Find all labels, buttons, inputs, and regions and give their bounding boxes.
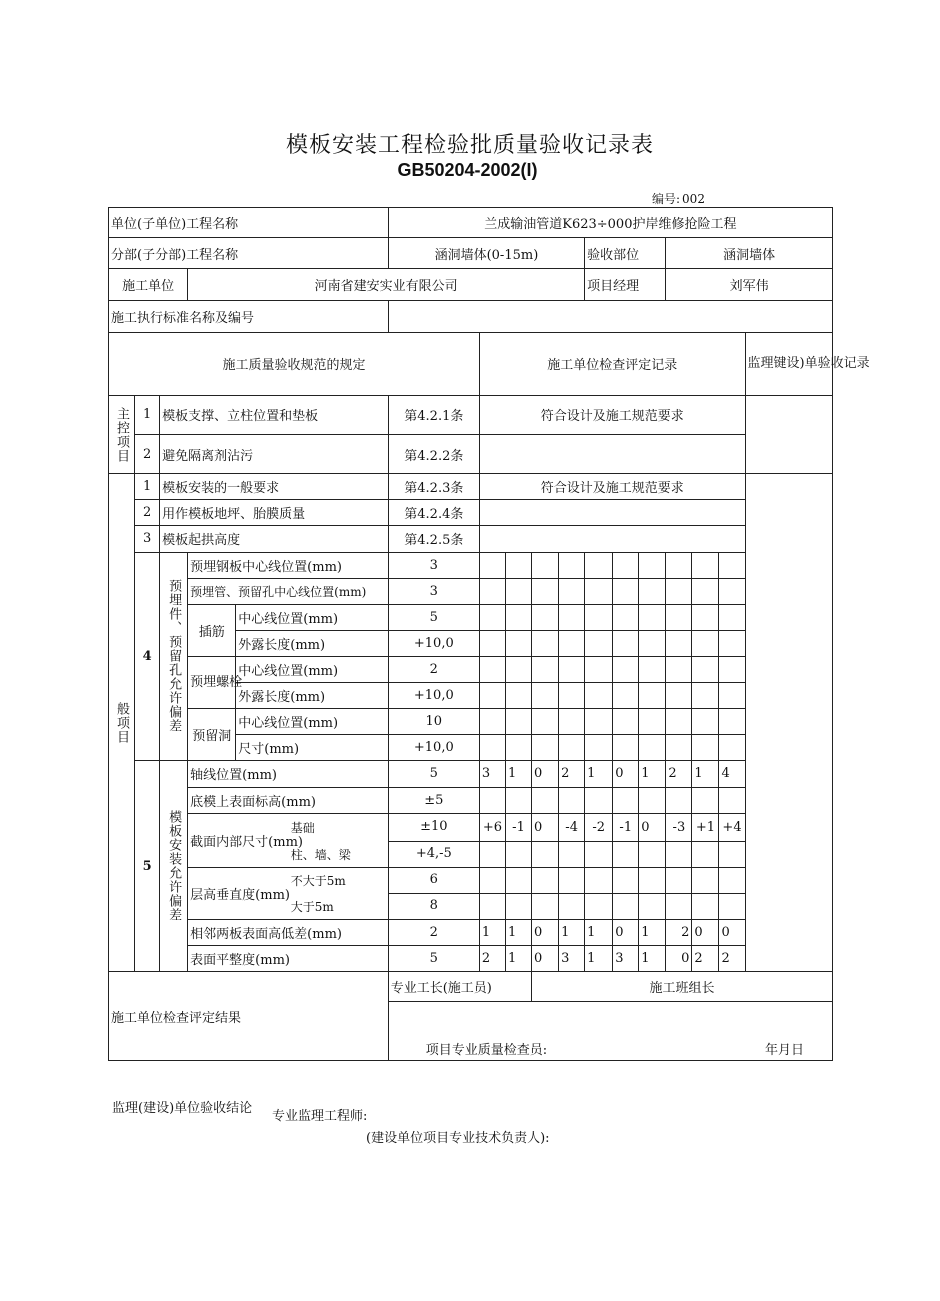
measure-cell: 3 — [479, 761, 505, 787]
measure-cell — [559, 630, 585, 656]
measure-cell: 1 — [585, 761, 613, 787]
formwork-row-tol: 5 — [388, 946, 479, 972]
embedded-row-tol: +10,0 — [388, 683, 479, 709]
standard-value — [388, 301, 832, 332]
general-item-clause: 第4.2.4条 — [388, 500, 479, 526]
general-item-result — [479, 526, 745, 552]
measure-cell — [666, 656, 692, 682]
measure-cell — [559, 893, 585, 919]
measure-cell: 1 — [585, 946, 613, 972]
measure-cell — [505, 630, 531, 656]
measure-cell — [532, 656, 559, 682]
measure-cell — [585, 630, 613, 656]
measure-cell — [585, 578, 613, 604]
measure-cell — [719, 735, 745, 761]
tol-value: 8 — [429, 898, 438, 913]
formwork-row-tol — [290, 893, 479, 919]
measure-cell: 1 — [505, 946, 531, 972]
measure-cell — [479, 604, 505, 630]
formwork-sub: 不大于5m — [290, 873, 346, 888]
standard-label: 施工执行标准名称及编号 — [109, 301, 389, 332]
measure-cell — [479, 709, 505, 735]
measure-cell — [719, 867, 745, 893]
measure-cell: +4 — [719, 813, 745, 841]
measure-cell — [639, 630, 666, 656]
inspection-table — [108, 207, 870, 1061]
measure-cell: 3 — [613, 946, 639, 972]
embedded-label: 预埋件、预留孔允许偏差 — [160, 552, 188, 761]
measure-cell — [639, 867, 666, 893]
measure-cell — [613, 841, 639, 867]
measure-cell: -4 — [559, 813, 585, 841]
measure-cell — [666, 683, 692, 709]
formwork-row-tol — [290, 841, 479, 867]
embedded-group: 预留洞 — [188, 709, 236, 761]
formwork-row-name: 表面平整度(mm) — [188, 946, 389, 972]
standard-code: GB50204-2002(I) — [397, 160, 538, 180]
spec-column-header: 施工质量验收规范的规定 — [109, 332, 480, 395]
formwork-row-name: 相邻两板表面高低差(mm) — [188, 920, 389, 946]
measure-cell: 0 — [719, 920, 745, 946]
measure-cell — [692, 630, 719, 656]
measure-cell: 0 — [613, 761, 639, 787]
embedded-row-tol: 3 — [388, 578, 479, 604]
measure-cell — [532, 709, 559, 735]
measure-cell — [559, 552, 585, 578]
measure-cell — [585, 604, 613, 630]
embedded-row-tol: 10 — [388, 709, 479, 735]
embedded-row-tol: 5 — [388, 604, 479, 630]
measure-cell — [692, 578, 719, 604]
measure-cell: 0 — [639, 813, 666, 841]
measure-cell — [639, 709, 666, 735]
main-item-clause: 第4.2.1条 — [388, 395, 479, 434]
measure-cell — [719, 787, 745, 813]
measure-cell — [692, 683, 719, 709]
general-item-result: 符合设计及施工规范要求 — [479, 474, 745, 500]
measure-cell — [666, 578, 692, 604]
main-item-result: 符合设计及施工规范要求 — [479, 395, 745, 434]
formwork-sub: 柱、墙、梁 — [290, 847, 351, 862]
general-item-no: 2 — [135, 500, 160, 526]
contractor-label: 施工单位 — [109, 269, 188, 301]
embedded-row-tol: +10,0 — [388, 735, 479, 761]
embedded-row-name: 预埋管、预留孔中心线位置(mm) — [188, 578, 389, 604]
measure-cell: +1 — [692, 813, 719, 841]
measure-cell — [532, 552, 559, 578]
subproject-value: 涵洞墙体(0-15m) — [388, 238, 584, 269]
measure-cell: 1 — [505, 920, 531, 946]
measure-cell — [613, 604, 639, 630]
measure-cell — [505, 656, 531, 682]
measure-cell — [479, 867, 505, 893]
formwork-row-name: 轴线位置(mm) — [188, 761, 389, 787]
supervisor-cell — [745, 474, 832, 972]
measure-cell — [585, 735, 613, 761]
measure-cell — [666, 787, 692, 813]
measure-cell — [532, 841, 559, 867]
measure-cell: 1 — [639, 761, 666, 787]
measure-cell — [639, 735, 666, 761]
measure-cell: 0 — [532, 920, 559, 946]
general-item-result — [479, 500, 745, 526]
general-label: 般项目 — [109, 474, 135, 972]
tol-value: +4,-5 — [415, 845, 452, 861]
embedded-group: 插筋 — [188, 604, 236, 656]
measure-cell — [505, 552, 531, 578]
measure-cell — [559, 867, 585, 893]
measure-cell — [532, 578, 559, 604]
measure-cell — [585, 552, 613, 578]
measure-cell: 3 — [559, 946, 585, 972]
measure-cell — [692, 709, 719, 735]
document-number — [650, 190, 705, 207]
acceptance-part-value: 涵洞墙体 — [666, 238, 833, 269]
measure-cell — [613, 552, 639, 578]
measure-cell: 2 — [719, 946, 745, 972]
inspector-line — [391, 1039, 830, 1058]
measure-cell — [505, 787, 531, 813]
general-item-name: 模板安装的一般要求 — [160, 474, 389, 500]
measure-cell — [505, 604, 531, 630]
measure-cell — [532, 604, 559, 630]
measure-cell — [692, 787, 719, 813]
formwork-row-tol — [290, 813, 479, 841]
embedded-row-name: 外露长度(mm) — [236, 683, 388, 709]
measure-cell — [719, 552, 745, 578]
measure-cell: 2 — [666, 920, 692, 946]
embedded-row-tol: 2 — [388, 656, 479, 682]
embedded-row-name: 预埋钢板中心线位置(mm) — [188, 552, 389, 578]
measure-cell: 1 — [505, 761, 531, 787]
measure-cell — [479, 893, 505, 919]
measure-cell: 1 — [639, 920, 666, 946]
measure-cell — [666, 867, 692, 893]
measure-cell: 1 — [559, 920, 585, 946]
embedded-group: 预埋螺栓 — [188, 656, 236, 708]
measure-cell — [613, 735, 639, 761]
supervision-conclusion: 监理(建设)单位验收结论 — [112, 1101, 253, 1116]
measure-cell — [559, 735, 585, 761]
measure-cell — [719, 604, 745, 630]
measure-cell — [559, 841, 585, 867]
measure-cell: -1 — [613, 813, 639, 841]
measure-cell — [692, 893, 719, 919]
measure-cell — [613, 656, 639, 682]
measure-cell — [505, 841, 531, 867]
measure-cell — [639, 578, 666, 604]
owner-technical-lead: (建设单位项目专业技术负责人): — [366, 1131, 550, 1146]
measure-cell — [613, 578, 639, 604]
formwork-row-name: 层高垂直度(mm) — [188, 867, 389, 919]
measure-cell — [639, 841, 666, 867]
measure-cell — [613, 683, 639, 709]
section-size-label: 截面内部尺寸(mm) — [190, 834, 303, 850]
main-item-result — [479, 435, 745, 474]
measure-cell — [639, 604, 666, 630]
measure-cell — [532, 683, 559, 709]
formwork-sub: 基础 — [290, 820, 315, 835]
measure-cell: -3 — [666, 813, 692, 841]
measure-cell — [666, 552, 692, 578]
measure-cell — [666, 604, 692, 630]
measure-cell — [532, 735, 559, 761]
measure-cell: 2 — [692, 946, 719, 972]
measure-cell — [585, 683, 613, 709]
measure-cell — [692, 867, 719, 893]
measure-cell — [692, 841, 719, 867]
foreman-label: 专业工长(施工员) — [388, 972, 531, 1002]
measure-cell — [666, 630, 692, 656]
formwork-row-tol — [290, 867, 479, 893]
measure-cell — [559, 683, 585, 709]
measure-cell — [585, 787, 613, 813]
measure-cell — [505, 867, 531, 893]
main-item-name: 模板支撑、立柱位置和垫板 — [160, 395, 389, 434]
measure-cell: 0 — [532, 946, 559, 972]
measure-cell — [532, 893, 559, 919]
measure-cell — [692, 656, 719, 682]
measure-cell: 2 — [559, 761, 585, 787]
embedded-row-name: 尺寸(mm) — [236, 735, 388, 761]
measure-cell — [639, 656, 666, 682]
measure-cell — [532, 630, 559, 656]
measure-cell — [559, 656, 585, 682]
formwork-row-tol: ±5 — [388, 787, 479, 813]
supervisor-cell — [745, 395, 832, 473]
measure-cell: 1 — [585, 920, 613, 946]
general-item-name: 模板起拱高度 — [160, 526, 389, 552]
supervising-engineer: 专业监理工程师: — [272, 1109, 368, 1124]
measure-cell — [479, 683, 505, 709]
contractor-value: 河南省建安实业有限公司 — [188, 269, 585, 301]
measure-cell — [613, 867, 639, 893]
measure-cell: 1 — [479, 920, 505, 946]
formwork-label: 模板安装允许偏差 — [160, 761, 188, 972]
measure-cell — [559, 787, 585, 813]
measure-cell — [666, 709, 692, 735]
measure-cell — [719, 893, 745, 919]
inspector-row — [388, 1002, 832, 1061]
measure-cell: 4 — [719, 761, 745, 787]
formwork-sub: 大于5m — [290, 900, 334, 914]
formwork-row-name — [188, 813, 389, 867]
measure-cell — [559, 578, 585, 604]
measure-cell: 1 — [639, 946, 666, 972]
page-title: 模板安装工程检验批质量验收记录表 — [285, 133, 654, 158]
measure-cell — [559, 709, 585, 735]
measure-cell: 0 — [532, 813, 559, 841]
measure-cell — [479, 552, 505, 578]
main-item-name: 避免隔离剂沾污 — [160, 435, 389, 474]
measure-cell — [719, 656, 745, 682]
tol-value: 6 — [429, 871, 438, 887]
measure-cell — [719, 841, 745, 867]
contractor-check-header: 施工单位检查评定记录 — [479, 332, 745, 395]
general-item-no: 1 — [135, 474, 160, 500]
measure-cell — [479, 787, 505, 813]
measure-cell — [692, 735, 719, 761]
measure-cell — [639, 893, 666, 919]
measure-cell: 0 — [692, 920, 719, 946]
measure-cell — [479, 656, 505, 682]
embedded-item-no: 4 — [135, 552, 160, 761]
measure-cell — [585, 656, 613, 682]
embedded-row-tol: 3 — [388, 552, 479, 578]
measure-cell — [505, 578, 531, 604]
measure-cell — [692, 604, 719, 630]
measure-cell: 0 — [666, 946, 692, 972]
measure-cell: 2 — [666, 761, 692, 787]
general-item-no: 3 — [135, 526, 160, 552]
measure-cell: 1 — [692, 761, 719, 787]
measure-cell — [639, 787, 666, 813]
embedded-row-name: 中心线位置(mm) — [236, 656, 388, 682]
main-item-no: 2 — [135, 435, 160, 474]
inspector-label: 项目专业质量检查员: — [425, 1043, 548, 1058]
measure-cell: -1 — [505, 813, 531, 841]
measure-cell — [559, 604, 585, 630]
embedded-row-name: 外露长度(mm) — [236, 630, 388, 656]
measure-cell — [505, 893, 531, 919]
main-item-clause: 第4.2.2条 — [388, 435, 479, 474]
measure-cell: 0 — [613, 920, 639, 946]
supervisor-header: 监理键设)单验收记录 — [745, 332, 832, 395]
embedded-row-tol: +10,0 — [388, 630, 479, 656]
measure-cell — [613, 709, 639, 735]
measure-cell — [532, 867, 559, 893]
embedded-row-name: 中心线位置(mm) — [236, 709, 388, 735]
measure-cell: +6 — [479, 813, 505, 841]
measure-cell — [532, 787, 559, 813]
project-name-value: 兰成输油管道K623÷000护岸维修抢险工程 — [388, 208, 832, 238]
measure-cell — [639, 552, 666, 578]
doc-number-label: 编号: — [652, 192, 681, 206]
measure-cell: 2 — [479, 946, 505, 972]
measure-cell — [585, 867, 613, 893]
measure-cell — [719, 709, 745, 735]
measure-cell — [666, 735, 692, 761]
team-leader-label: 施工班组长 — [532, 972, 833, 1002]
measure-cell — [719, 630, 745, 656]
measure-cell: 0 — [532, 761, 559, 787]
measure-cell: -2 — [585, 813, 613, 841]
measure-cell — [479, 841, 505, 867]
measure-cell — [666, 841, 692, 867]
formwork-row-tol: 5 — [388, 761, 479, 787]
measure-cell — [639, 683, 666, 709]
measure-cell — [505, 709, 531, 735]
manager-label: 项目经理 — [585, 269, 666, 301]
measure-cell — [479, 630, 505, 656]
formwork-item-no: 5 — [135, 761, 160, 972]
general-item-clause: 第4.2.5条 — [388, 526, 479, 552]
main-item-no: 1 — [135, 395, 160, 434]
measure-cell — [505, 683, 531, 709]
measure-cell — [719, 683, 745, 709]
main-control-label: 主控项目 — [109, 395, 135, 473]
acceptance-part-label: 验收部位 — [585, 238, 666, 269]
measure-cell — [479, 578, 505, 604]
measure-cell — [666, 893, 692, 919]
general-item-clause: 第4.2.3条 — [388, 474, 479, 500]
formwork-row-name: 底模上表面标高(mm) — [188, 787, 389, 813]
measure-cell — [505, 735, 531, 761]
result-label: 施工单位检查评定结果 — [109, 972, 389, 1061]
measure-cell — [585, 893, 613, 919]
doc-number-value: 002 — [682, 192, 705, 206]
tol-value: ±10 — [420, 818, 448, 834]
measure-cell — [585, 841, 613, 867]
project-name-label: 单位(子单位)工程名称 — [109, 208, 389, 238]
embedded-row-name: 中心线位置(mm) — [236, 604, 388, 630]
measure-cell — [585, 709, 613, 735]
measure-cell — [613, 893, 639, 919]
measure-cell — [613, 630, 639, 656]
measure-cell — [479, 735, 505, 761]
measure-cell — [613, 787, 639, 813]
measure-cell — [692, 552, 719, 578]
formwork-row-tol: 2 — [388, 920, 479, 946]
date-label: 年月日 — [764, 1043, 804, 1058]
general-item-name: 用作模板地坪、胎膜质量 — [160, 500, 389, 526]
manager-value: 刘军伟 — [666, 269, 833, 301]
subproject-label: 分部(子分部)工程名称 — [109, 238, 389, 269]
measure-cell — [719, 578, 745, 604]
